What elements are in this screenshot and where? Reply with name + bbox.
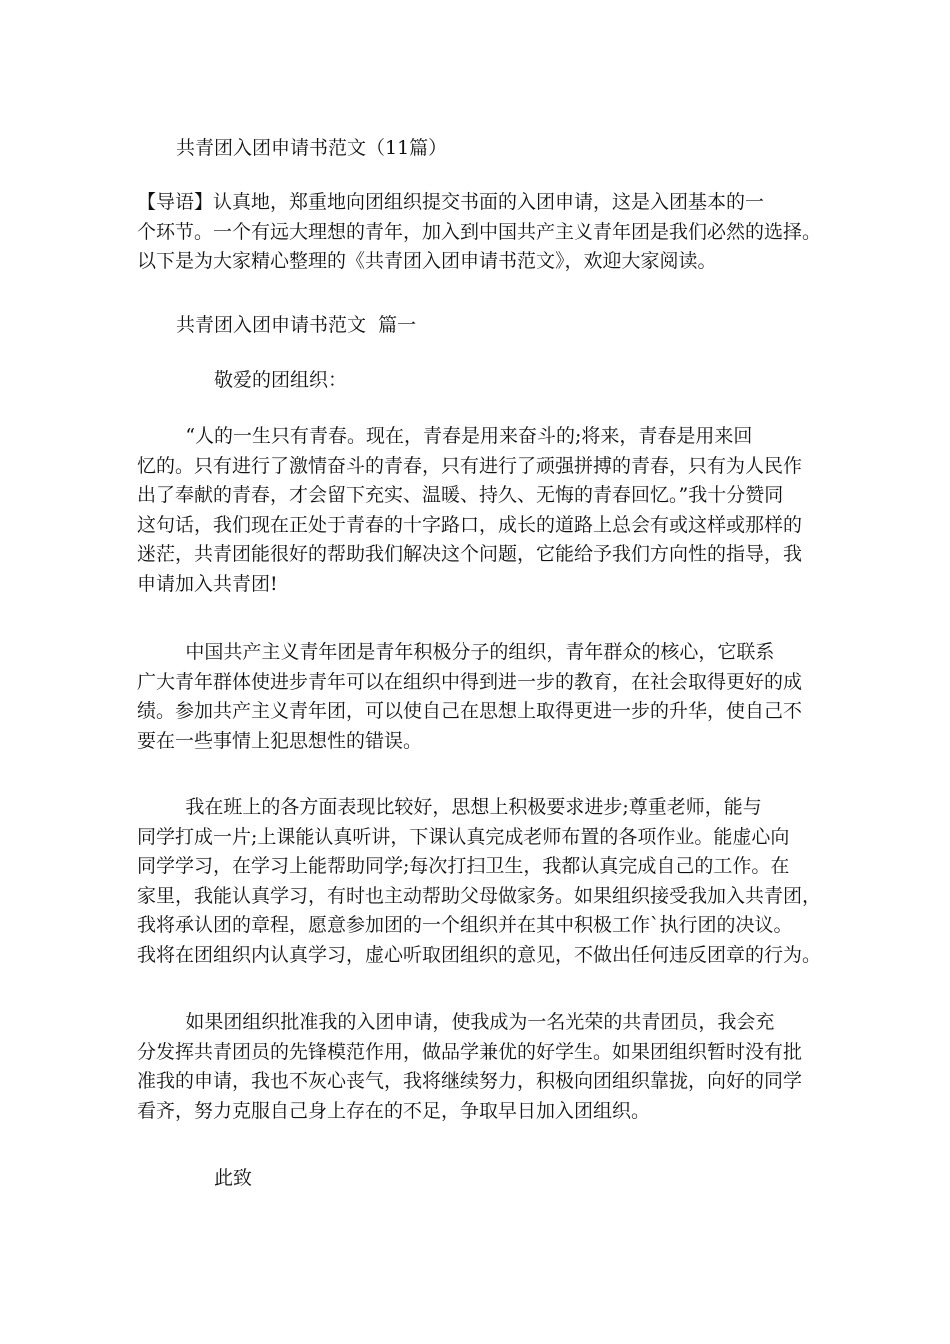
commitment-paragraph [137, 1008, 817, 1126]
paragraph-line: 我在班上的各方面表现比较好，思想上积极要求进步;尊重老师，能与 [137, 796, 762, 818]
closing-text: 此致 [214, 1167, 253, 1189]
paragraph-line: 绩。参加共产主义青年团，可以使自己在思想上取得更进一步的升华，使自己不 [137, 700, 803, 722]
paragraph-line: 个环节。一个有远大理想的青年，加入到中国共产主义青年团是我们必然的选择。 [137, 220, 822, 243]
paragraph-line: 如果团组织批准我的入团申请，使我成为一名光荣的共青团员，我会充 [137, 1011, 775, 1033]
section-title: 共青团入团申请书范文 篇一 [176, 314, 417, 336]
document-title: 共青团入团申请书范文（11篇） [176, 137, 448, 159]
paragraph-line: 我将在团组织内认真学习，虚心听取团组织的意见，不做出任何违反团章的行为。 [137, 943, 822, 966]
paragraph-line: 广大青年群体使进步青年可以在组织中得到进一步的教育，在社会取得更好的成 [137, 670, 803, 693]
paragraph-line: 以下是为大家精心整理的《共青团入团申请书范文》，欢迎大家阅读。 [137, 250, 717, 272]
paragraph-line: 申请加入共青团! [137, 572, 278, 595]
paragraph-line: 同学打成一片;上课能认真听讲，下课认真完成老师布置的各项作业。能虚心向 [137, 825, 790, 848]
paragraph-line: 准我的申请，我也不灰心丧气，我将继续努力，积极向团组织靠拢，向好的同学 [137, 1070, 803, 1092]
organization-paragraph [137, 638, 817, 756]
paragraph-line: 我将承认团的章程，愿意参加团的一个组织并在其中积极工作`执行团的决议。 [137, 914, 793, 936]
quote-paragraph [137, 422, 817, 599]
paragraph-line: 同学学习，在学习上能帮助同学;每次打扫卫生，我都认真完成自己的工作。在 [137, 855, 790, 877]
paragraph-line: 中国共产主义青年团是青年积极分子的组织，青年群众的核心，它联系 [137, 641, 775, 663]
paragraph-line: 要在一些事情上犯思想性的错误。 [137, 729, 423, 752]
paragraph-line: “人的一生只有青春。现在，青春是用来奋斗的;将来，青春是用来回 [137, 425, 753, 447]
paragraph-line: 忆的。只有进行了激情奋斗的青春，只有进行了顽强拼搏的青春，只有为人民作 [137, 454, 803, 477]
intro-paragraph [137, 188, 822, 277]
paragraph-line: 这句话，我们现在正处于青春的十字路口，成长的道路上总会有或这样或那样的 [137, 513, 803, 536]
paragraph-line: 迷茫，共青团能很好的帮助我们解决这个问题，它能给予我们方向性的指导，我 [137, 543, 803, 565]
paragraph-line: 家里，我能认真学习，有时也主动帮助父母做家务。如果组织接受我加入共青团， [137, 884, 822, 907]
paragraph-line: 出了奉献的青春，才会留下充实、温暖、持久、无悔的青春回忆。”我十分赞同 [137, 484, 784, 506]
salutation: 敬爱的团组织： [214, 369, 348, 391]
paragraph-line: 看齐，努力克服自己身上存在的不足，争取早日加入团组织。 [137, 1099, 651, 1122]
paragraph-line: 分发挥共青团员的先锋模范作用，做品学兼优的好学生。如果团组织暂时没有批 [137, 1040, 803, 1063]
paragraph-line: 【导语】认真地，郑重地向团组织提交书面的入团申请，这是入团基本的一 [137, 191, 765, 213]
performance-paragraph [137, 793, 822, 970]
